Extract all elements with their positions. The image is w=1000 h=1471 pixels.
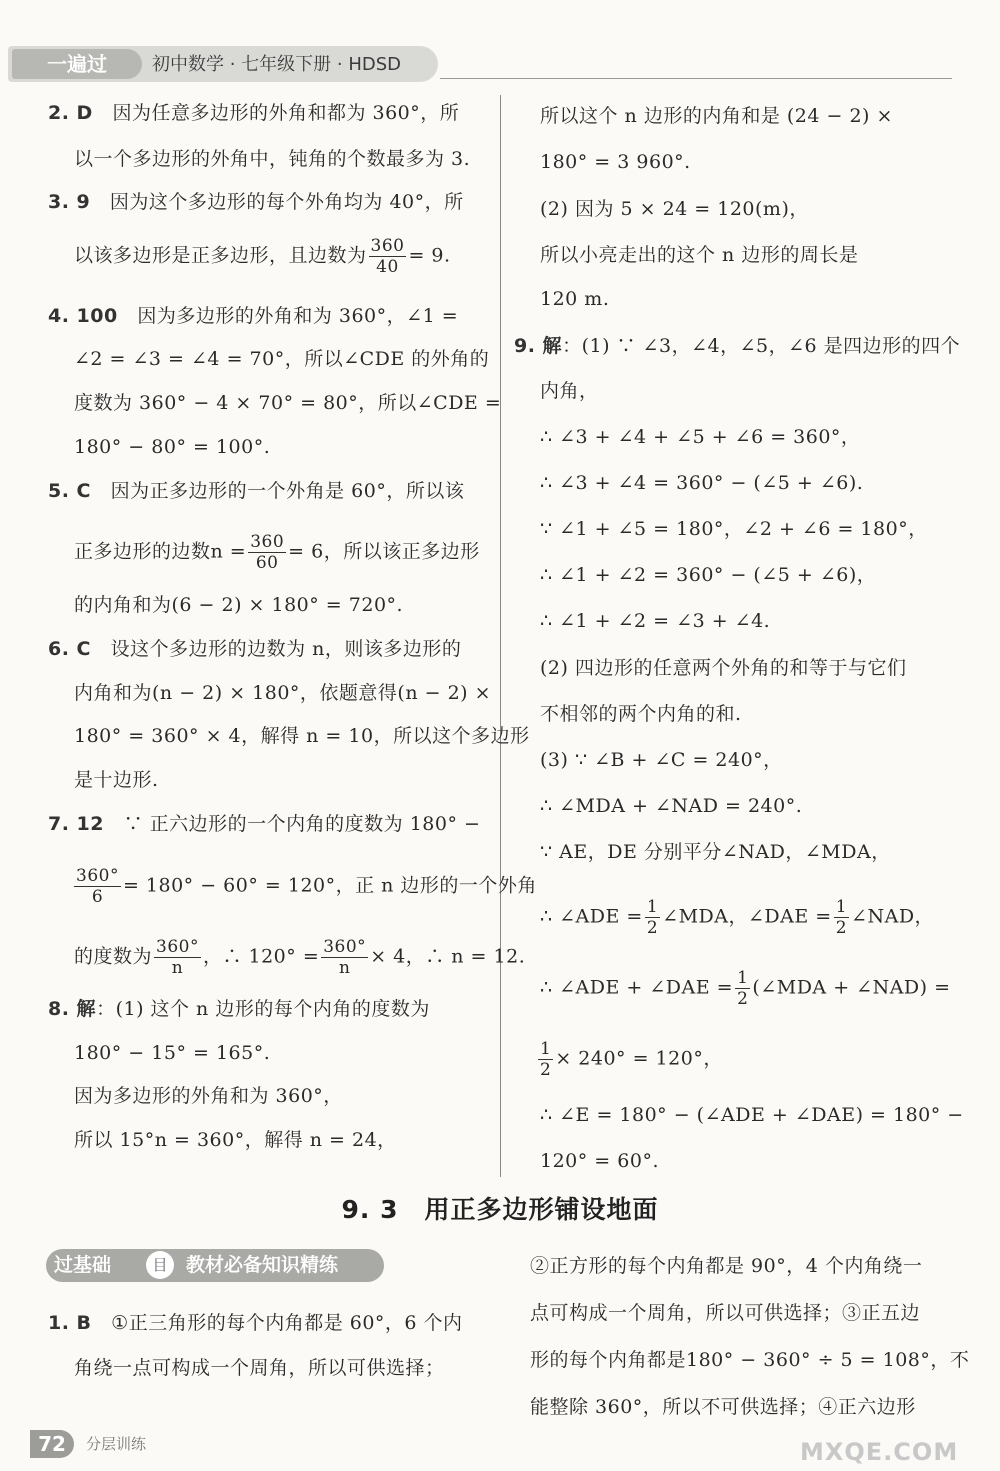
answer-7-line-2: $\frac{360^\circ}{6}$ = 180° − 60° = 120°，正 n 边形的一个外角	[76, 866, 537, 907]
answer-7-line-1: 7. 12 ∵ 正六边形的一个内角的度数为 180° −	[48, 813, 481, 835]
answer-2-line-1: 2. D 因为任意多边形的外角和都为 360°，所	[48, 102, 460, 124]
fraction-one-half: $\frac{1}{2}$	[737, 968, 749, 1009]
answer-9-line-17: 120° = 60°.	[540, 1150, 659, 1172]
answer-9-line-5: ∵ ∠1 + ∠5 = 180°，∠2 + ∠6 = 180°，	[540, 518, 928, 540]
answer-4-line-3: 度数为 360° − 4 × 70° = 80°，所以∠CDE =	[74, 392, 502, 414]
answer-5-line-2: 正多边形的边数n = $\frac{360}{60}$ = 6，所以该正多边形	[74, 532, 480, 573]
answer-9-line-14: ∴ ∠ADE + ∠DAE = $\frac{1}{2}$ (∠MDA + ∠NAD) =	[540, 968, 951, 1009]
banner-label-basic: 过基础	[54, 1254, 112, 1276]
answer-6-line-4: 是十边形.	[74, 769, 159, 791]
banner-label-practice: 教材必备知识精练	[186, 1254, 339, 1276]
answer-2-line-2: 以一个多边形的外角中，钝角的个数最多为 3.	[74, 148, 471, 170]
answer-9-line-2: 内角，	[540, 380, 599, 402]
answer-8-cont-5: 120 m.	[540, 288, 610, 310]
answer-1-cont-3: 形的每个内角都是180° − 360° ÷ 5 = 108°，不	[530, 1349, 970, 1371]
answer-1-line-2: 角绕一点可构成一个周角，所以可供选择；	[74, 1357, 445, 1379]
header-rule	[440, 78, 952, 79]
answer-3-line-1: 3. 9 因为这个多边形的每个外角均为 40°，所	[48, 191, 464, 213]
answer-1-line-1: 1. B ①正三角形的每个内角都是 60°，6 个内	[48, 1312, 463, 1334]
answer-8-cont-1: 所以这个 n 边形的内角和是 (24 − 2) ×	[540, 105, 893, 127]
answer-8-cont-3: (2) 因为 5 × 24 = 120(m)，	[540, 198, 809, 220]
answer-8-line-2: 180° − 15° = 165°.	[74, 1042, 271, 1064]
answer-6-line-3: 180° = 360° × 4，解得 n = 10，所以这个多边形	[74, 725, 530, 747]
answer-1-cont-4: 能整除 360°，所以不可供选择；④正六边形	[530, 1396, 916, 1418]
fraction-one-half: $\frac{1}{2}$	[540, 1039, 552, 1080]
answer-4-line-2: ∠2 = ∠3 = ∠4 = 70°，所以∠CDE 的外角的	[74, 348, 490, 370]
notebook-icon: 目	[146, 1251, 174, 1279]
answer-8-line-1: 8. 解：(1) 这个 n 边形的每个内角的度数为	[48, 998, 430, 1020]
answer-9-line-3: ∴ ∠3 + ∠4 + ∠5 + ∠6 = 360°，	[540, 426, 861, 448]
answer-9-line-16: ∴ ∠E = 180° − (∠ADE + ∠DAE) = 180° −	[540, 1104, 964, 1126]
answer-9-line-9: 不相邻的两个内角的和.	[540, 703, 742, 725]
answer-1-cont-1: ②正方形的每个内角都是 90°，4 个内角绕一	[530, 1255, 923, 1277]
answer-1-cont-2: 点可构成一个周角，所以可供选择；③正五边	[530, 1302, 921, 1324]
answer-9-line-13: ∴ ∠ADE = $\frac{1}{2}$ ∠MDA，∠DAE = $\frac{1}{2}$ ∠NAD，	[540, 897, 935, 938]
page-number: 72	[30, 1430, 74, 1458]
brand-logo: 一遍过	[12, 49, 142, 79]
answer-9-line-1: 9. 解：(1) ∵ ∠3，∠4，∠5，∠6 是四边形的四个	[514, 335, 961, 357]
fraction-one-half: $\frac{1}{2}$	[646, 897, 659, 938]
answer-4-line-4: 180° − 80° = 100°.	[74, 436, 271, 458]
answer-9-line-15: $\frac{1}{2}$ × 240° = 120°，	[540, 1039, 723, 1080]
answer-6-line-2: 内角和为(n − 2) × 180°，依题意得(n − 2) ×	[74, 682, 492, 704]
column-divider	[500, 95, 501, 1177]
footer-label: 分层训练	[86, 1435, 147, 1453]
answer-8-line-3: 因为多边形的外角和为 360°，	[74, 1085, 343, 1107]
answer-8-cont-2: 180° = 3 960°.	[540, 151, 691, 173]
answer-7-line-3: 的度数为 $\frac{360^\circ}{n}$ ，∴ 120° = $\frac{360^\circ}{n}$ × 4，∴ n = 12.	[74, 937, 526, 978]
fraction-one-half: $\frac{1}{2}$	[835, 897, 848, 938]
answer-9-line-4: ∴ ∠3 + ∠4 = 360° − (∠5 + ∠6).	[540, 472, 864, 494]
answer-4-line-1: 4. 100 因为多边形的外角和为 360°，∠1 =	[48, 305, 459, 327]
answer-3-line-2: 以该多边形是正多边形，且边数为 $\frac{360}{40}$ = 9.	[74, 236, 451, 277]
answer-9-line-6: ∴ ∠1 + ∠2 = 360° − (∠5 + ∠6)，	[540, 564, 877, 586]
answer-9-line-7: ∴ ∠1 + ∠2 = ∠3 + ∠4.	[540, 610, 771, 632]
answer-8-cont-4: 所以小亮走出的这个 n 边形的周长是	[540, 244, 859, 266]
watermark: MXQE.COM	[800, 1438, 959, 1466]
fraction-360deg-n: $\frac{360^\circ}{n}$	[156, 937, 199, 978]
answer-8-line-4: 所以 15°n = 360°，解得 n = 24，	[74, 1129, 397, 1151]
answer-9-line-12: ∵ AE，DE 分别平分∠NAD，∠MDA，	[540, 841, 891, 863]
answer-9-line-11: ∴ ∠MDA + ∠NAD = 240°.	[540, 795, 803, 817]
answer-9-line-10: (3) ∵ ∠B + ∠C = 240°，	[540, 749, 783, 771]
answer-9-line-8: (2) 四边形的任意两个外角的和等于与它们	[540, 657, 907, 679]
fraction-360-60: $\frac{360}{60}$	[250, 532, 285, 573]
section-title: 9. 3 用正多边形铺设地面	[341, 1195, 659, 1224]
answer-6-line-1: 6. C 设这个多边形的边数为 n，则该多边形的	[48, 638, 462, 660]
fraction-360-40: $\frac{360}{40}$	[370, 236, 405, 277]
answer-5-line-3: 的内角和为(6 − 2) × 180° = 720°.	[74, 594, 404, 616]
answer-5-line-1: 5. C 因为正多边形的一个外角是 60°，所以该	[48, 480, 465, 502]
fraction-360deg-6: $\frac{360^\circ}{6}$	[76, 866, 119, 907]
book-title: 初中数学 · 七年级下册 · HDSD	[152, 54, 402, 75]
fraction-360deg-n-2: $\frac{360^\circ}{n}$	[323, 937, 367, 978]
